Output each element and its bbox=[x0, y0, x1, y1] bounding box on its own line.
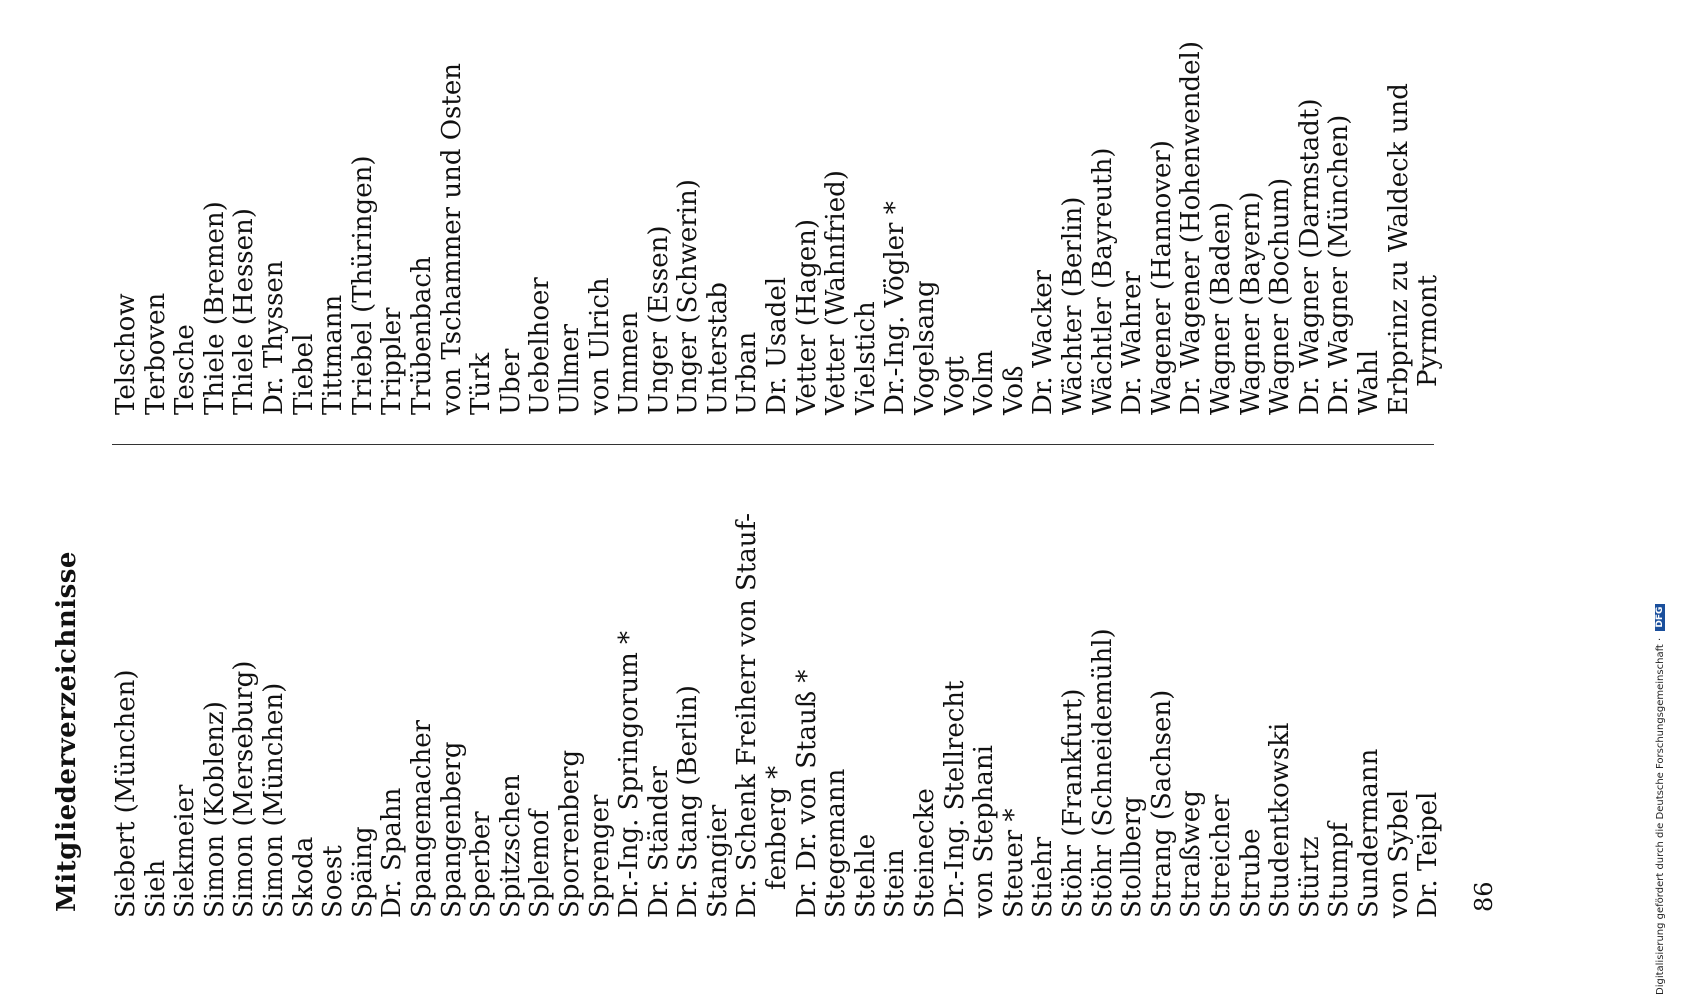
member-entry: Wächtler (Bayreuth) bbox=[1087, 147, 1118, 415]
member-entry: Stein bbox=[880, 849, 911, 918]
member-entry: Dr. Wacker bbox=[1028, 269, 1059, 415]
member-entry: Stiehr bbox=[1028, 836, 1059, 918]
member-entry: Spangemacher bbox=[406, 719, 437, 918]
member-entry: Volm bbox=[969, 349, 1000, 415]
member-entry: Dr. Dr. von Stauß * bbox=[791, 669, 822, 918]
member-entry: Stangier bbox=[702, 804, 733, 918]
member-list-right bbox=[112, 0, 1444, 415]
member-entry: Wagner (Baden) bbox=[1205, 201, 1236, 415]
dfg-logo: DFG bbox=[1655, 604, 1665, 631]
member-entry: Wahl bbox=[1353, 349, 1384, 415]
member-entry: Trippler bbox=[377, 307, 408, 415]
funding-notice bbox=[1655, 604, 1666, 995]
member-entry: Trübenbach bbox=[406, 256, 437, 415]
member-entry: Straßweg bbox=[1176, 790, 1207, 918]
member-entry: Uber bbox=[495, 348, 526, 415]
member-entry: von Tschammer und Osten bbox=[436, 63, 467, 415]
member-entry: Ummen bbox=[614, 311, 645, 415]
member-entry: Vogt bbox=[939, 355, 970, 415]
member-entry: Pyrmont bbox=[1413, 274, 1444, 387]
member-entry: Terboven bbox=[140, 292, 171, 415]
member-entry: Wagner (Bayern) bbox=[1235, 191, 1266, 415]
member-entry: von Sybel bbox=[1383, 789, 1414, 918]
member-entry: Stegemann bbox=[821, 768, 852, 918]
member-entry: Dr. Ständer bbox=[643, 766, 674, 918]
member-entry: Wagener (Hannover) bbox=[1146, 140, 1177, 415]
member-entry: Triebel (Thüringen) bbox=[347, 155, 378, 415]
member-entry: Sperber bbox=[466, 811, 497, 918]
member-entry: Vielstich bbox=[850, 301, 881, 415]
member-entry: Türk bbox=[466, 352, 497, 415]
member-entry: Dr. Teipel bbox=[1413, 791, 1444, 918]
member-entry: Simon (Merseburg) bbox=[229, 660, 260, 918]
member-entry: Erbprinz zu Waldeck und bbox=[1383, 83, 1414, 415]
member-entry: Dr. Usadel bbox=[762, 276, 793, 415]
member-entry: Dr.-Ing. Springorum * bbox=[614, 631, 645, 918]
member-entry: Voß bbox=[998, 365, 1029, 415]
member-entry: Dr. Stang (Berlin) bbox=[673, 685, 704, 918]
member-entry: Sprenger bbox=[584, 794, 615, 918]
member-entry: Wächter (Berlin) bbox=[1058, 196, 1088, 415]
member-entry: Vetter (Wahnfried) bbox=[821, 170, 852, 415]
page-heading: Mitgliederverzeichnisse bbox=[52, 551, 82, 912]
member-entry: Dr. Schenk Freiherr von Stauf- bbox=[732, 513, 763, 918]
member-entry: Spangenberg bbox=[436, 741, 467, 918]
member-entry: Späing bbox=[347, 826, 378, 918]
member-entry: Steuer * bbox=[998, 808, 1029, 918]
page-number: 86 bbox=[1470, 881, 1498, 912]
member-entry: Dr.-Ing. Stellrecht bbox=[939, 680, 970, 918]
member-entry: Unger (Schwerin) bbox=[673, 179, 704, 415]
member-entry: Studentkowski bbox=[1265, 722, 1296, 918]
funding-notice-text: Digitalisierung gefördert durch die Deutsche Forschungsgemeinschaft · bbox=[1655, 637, 1666, 995]
member-entry: Strube bbox=[1235, 828, 1266, 918]
member-entry: Unterstab bbox=[702, 282, 733, 415]
member-entry: Vogelsang bbox=[910, 280, 941, 415]
member-entry: Strang (Sachsen) bbox=[1146, 689, 1177, 918]
member-entry: fenberg * bbox=[762, 765, 793, 890]
member-entry: Siebert (München) bbox=[111, 669, 141, 918]
member-entry: Simon (Koblenz) bbox=[199, 701, 230, 918]
member-entry: Urban bbox=[732, 331, 763, 415]
member-entry: von Stephani bbox=[969, 745, 1000, 918]
member-entry: Tesche bbox=[170, 324, 201, 415]
member-entry: Simon (München) bbox=[258, 682, 289, 918]
member-entry: Stöhr (Frankfurt) bbox=[1058, 688, 1088, 918]
member-entry: Stöhr (Schneidemühl) bbox=[1087, 628, 1118, 918]
member-entry: Stürtz bbox=[1294, 836, 1325, 918]
member-entry: Streicher bbox=[1205, 794, 1236, 918]
column-divider bbox=[112, 444, 1434, 445]
member-entry: Dr. Thyssen bbox=[258, 260, 289, 415]
member-entry: Siekmeier bbox=[170, 784, 201, 918]
member-entry: Stumpf bbox=[1324, 822, 1355, 918]
member-entry: Dr.-Ing. Vögler * bbox=[880, 201, 911, 415]
member-entry: Vetter (Hagen) bbox=[791, 219, 822, 415]
member-entry: Stollberg bbox=[1117, 796, 1148, 918]
member-entry: Wagner (Bochum) bbox=[1265, 177, 1296, 415]
member-entry: Dr. Wagner (München) bbox=[1324, 114, 1355, 415]
member-entry: Ullmer bbox=[554, 323, 585, 415]
member-list-left bbox=[112, 438, 1444, 918]
member-entry: Spitzschen bbox=[495, 774, 526, 918]
member-entry: Thiele (Bremen) bbox=[199, 201, 230, 415]
member-entry: Skoda bbox=[288, 836, 319, 918]
member-entry: von Ulrich bbox=[584, 277, 615, 415]
member-entry: Unger (Essen) bbox=[643, 225, 674, 415]
member-entry: Dr. Wagner (Darmstadt) bbox=[1294, 98, 1325, 415]
member-entry: Tittmann bbox=[318, 294, 349, 415]
member-entry: Soest bbox=[318, 845, 349, 918]
member-entry: Sieh bbox=[140, 859, 171, 918]
member-entry: Dr. Wahrer bbox=[1117, 271, 1148, 415]
member-entry: Dr. Wagener (Hohenwendel) bbox=[1176, 41, 1207, 415]
member-entry: Tiebel bbox=[288, 333, 319, 415]
member-entry: Steinecke bbox=[910, 788, 941, 918]
member-entry: Dr. Spahn bbox=[377, 787, 408, 918]
member-entry: Stehle bbox=[850, 833, 881, 918]
member-entry: Sporrenberg bbox=[554, 749, 585, 918]
member-entry: Thiele (Hessen) bbox=[229, 208, 260, 415]
member-entry: Sundermann bbox=[1353, 748, 1384, 918]
member-entry: Splemof bbox=[525, 809, 556, 918]
member-entry: Uebelhoer bbox=[525, 277, 556, 415]
member-entry: Telschow bbox=[111, 293, 141, 415]
